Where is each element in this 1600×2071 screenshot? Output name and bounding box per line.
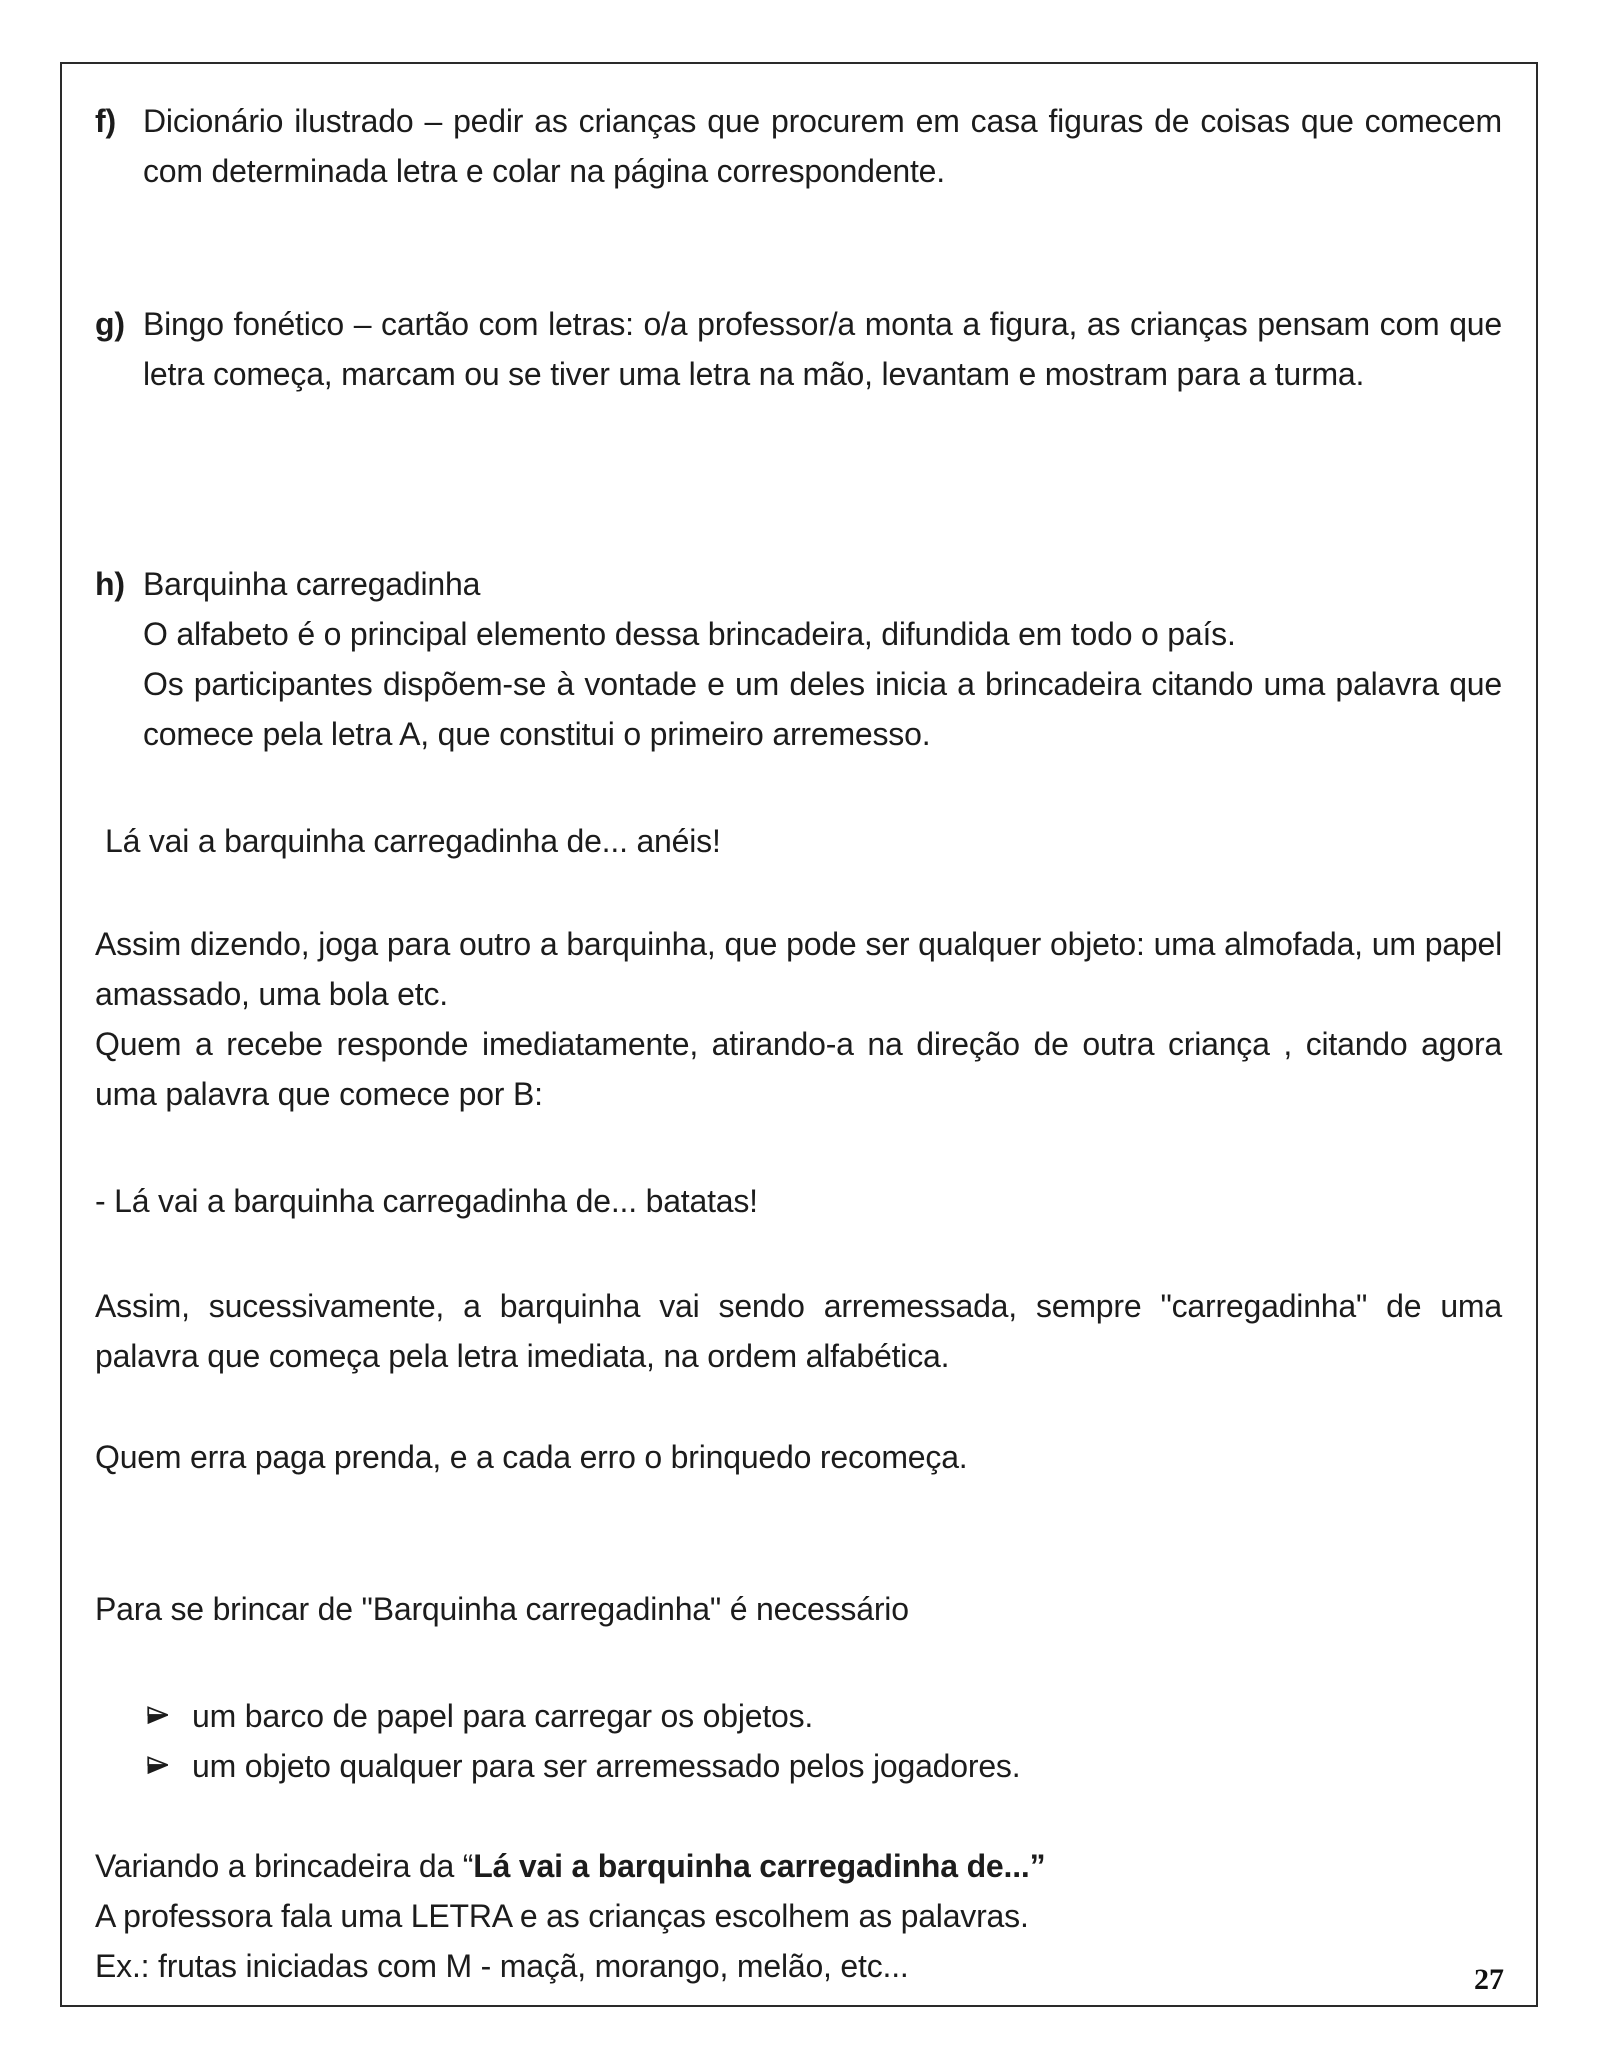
variando-line: [95, 1841, 1502, 1891]
paragraph-variando: [95, 1841, 1502, 1991]
paragraph-quem-erra: Quem erra paga prenda, e a cada erro o brinquedo recomeça.: [95, 1439, 968, 1475]
paragraph-assim-dizendo: Assim dizendo, joga para outro a barquinha, que pode ser qualquer objeto: uma almofada, um papel amassado, uma bola etc.: [95, 926, 1502, 1012]
professora-line: A professora fala uma LETRA e as crianças escolhem as palavras.: [95, 1898, 1029, 1934]
item-h-line1: O alfabeto é o principal elemento dessa brincadeira, difundida em todo o país.: [143, 616, 1236, 652]
variando-prefix-text: Variando a brincadeira da “: [95, 1848, 474, 1884]
paragraph-assim-sucessivamente: Assim, sucessivamente, a barquinha vai sendo arremessada, sempre "carregadinha" de uma palavra que começa pela letra imediata, na ordem alfabética.: [95, 1288, 1502, 1374]
bullet-item-2-text: um objeto qualquer para ser arremessado pelos jogadores.: [192, 1748, 1021, 1784]
exclamation-batatas: - Lá vai a barquinha carregadinha de... batatas!: [95, 1183, 758, 1219]
item-f-label: f): [95, 103, 116, 139]
exclamation-aneis: Lá vai a barquinha carregadinha de... anéis!: [105, 823, 721, 859]
paragraph-para-se-brincar: Para se brincar de "Barquinha carregadinha" é necessário: [95, 1591, 909, 1627]
list-item-h: [95, 559, 1502, 759]
list-item-g: [95, 299, 1502, 399]
item-h-line2: Os participantes dispõem-se à vontade e um deles inicia a brincadeira citando uma palavra que comece pela letra A, que constitui o primeiro arremesso.: [143, 666, 1502, 752]
bullet-item-1-text: um barco de papel para carregar os objetos.: [192, 1698, 814, 1734]
item-h-label: h): [95, 566, 125, 602]
page-number: 27: [1474, 1963, 1504, 1996]
item-g-label: g): [95, 306, 125, 342]
list-item-f: [95, 96, 1502, 196]
bullet-item-1: [145, 1691, 1502, 1741]
page-border-frame: [60, 62, 1538, 2007]
arrowhead-right-icon: [145, 1691, 192, 1728]
page-content: [62, 64, 1536, 1991]
exemplo-line: Ex.: frutas iniciadas com M - maçã, morango, melão, etc...: [95, 1948, 909, 1984]
item-h-title: Barquinha carregadinha: [143, 566, 481, 602]
item-f-text: Dicionário ilustrado – pedir as crianças que procurem em casa figuras de coisas que comecem com determinada letra e colar na página correspondente.: [143, 103, 1502, 189]
bullet-item-2: [145, 1741, 1502, 1791]
variando-bold-text: Lá vai a barquinha carregadinha de...”: [473, 1848, 1046, 1884]
arrowhead-right-icon: [145, 1741, 192, 1778]
item-g-text: Bingo fonético – cartão com letras: o/a professor/a monta a figura, as crianças pensam com que letra começa, marcam ou se tiver uma letra na mão, levantam e mostram para a turma.: [143, 306, 1502, 392]
paragraph-quem-recebe: Quem a recebe responde imediatamente, atirando-a na direção de outra criança , citando agora uma palavra que comece por B:: [95, 1026, 1502, 1112]
item-h-body: [143, 559, 1502, 759]
